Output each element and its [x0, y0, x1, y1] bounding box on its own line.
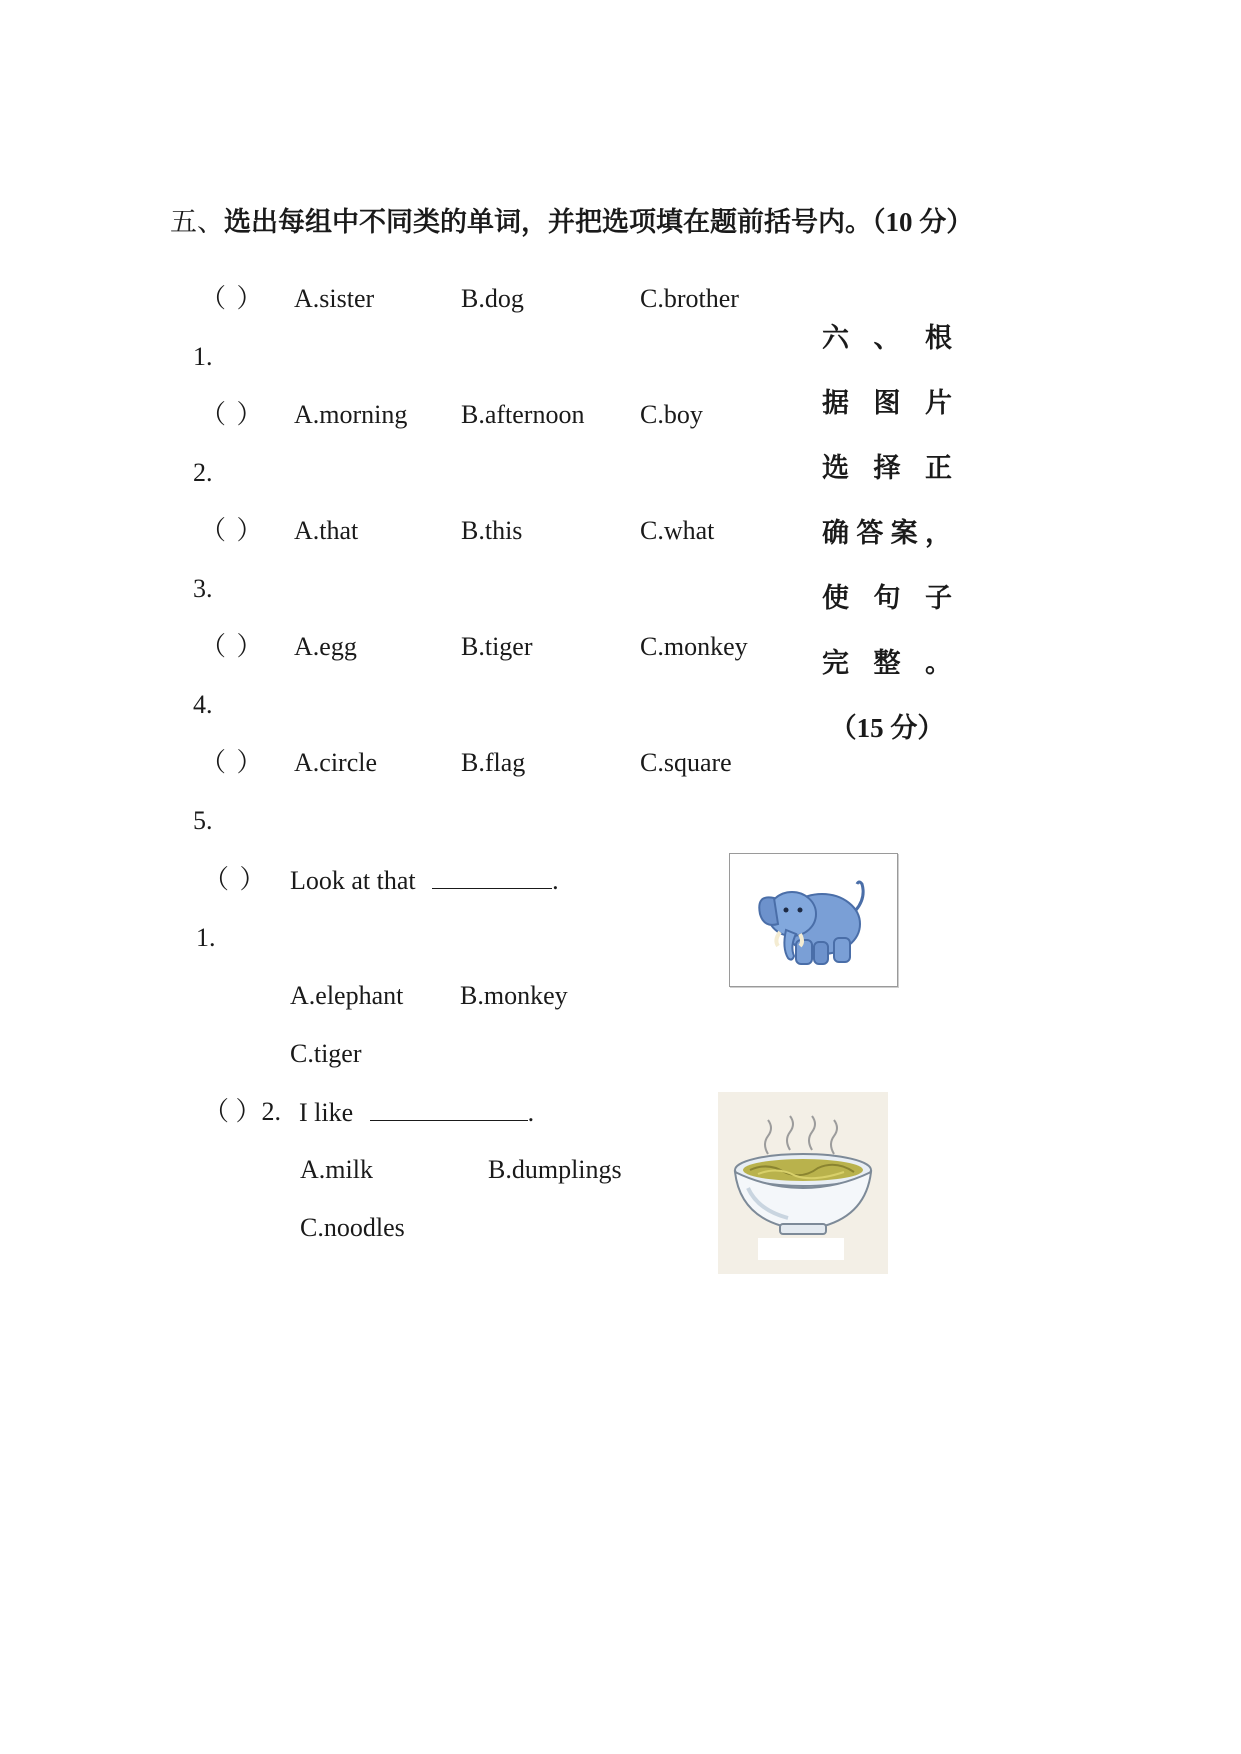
- question-number: 1.: [196, 923, 216, 952]
- answer-bracket[interactable]: （ ）: [200, 284, 265, 313]
- option-c: C.what: [640, 516, 715, 545]
- elephant-picture: [729, 853, 898, 987]
- option-b: B.this: [461, 516, 523, 545]
- answer-bracket[interactable]: （ ）: [200, 748, 265, 777]
- section-5-number: 五、: [170, 207, 224, 237]
- option-b: B.dumplings: [488, 1155, 622, 1184]
- answer-blank[interactable]: [432, 864, 552, 889]
- heading-line: （15 分）: [829, 713, 945, 743]
- sentence-period: .: [552, 866, 559, 895]
- option-a: A.sister: [294, 284, 375, 313]
- heading-line: 完 整 。: [822, 648, 952, 678]
- heading-line: 使 句 子: [822, 583, 952, 613]
- sentence-period: .: [527, 1098, 535, 1127]
- option-a: A.milk: [300, 1155, 373, 1184]
- question-2-stem: [299, 1096, 534, 1129]
- question-1-stem: [290, 864, 559, 897]
- answer-bracket[interactable]: （ ）: [200, 516, 265, 545]
- item-number: 1.: [193, 342, 213, 371]
- item-number: 5.: [193, 806, 213, 835]
- option-c: C.monkey: [640, 632, 748, 661]
- heading-line: 六 、 根: [822, 323, 952, 353]
- option-c: C.boy: [640, 400, 703, 429]
- section-5-heading: [170, 205, 973, 239]
- answer-blank[interactable]: [370, 1096, 528, 1121]
- option-a: A.that: [294, 516, 359, 545]
- question-stem-text: I like: [299, 1098, 354, 1127]
- option-c: C.brother: [640, 284, 739, 313]
- option-b: B.dog: [461, 284, 524, 313]
- answer-bracket[interactable]: （ ）: [200, 400, 265, 429]
- item-number: 3.: [193, 574, 213, 603]
- heading-line: 确答案，: [822, 518, 952, 548]
- option-b: B.afternoon: [461, 400, 585, 429]
- noodles-picture: [718, 1092, 888, 1274]
- noodle-bowl-icon: [718, 1092, 888, 1274]
- option-a: A.circle: [294, 748, 378, 777]
- section-6-heading: [822, 306, 952, 761]
- heading-line: 据 图 片: [822, 388, 952, 418]
- option-b: B.flag: [461, 748, 526, 777]
- section-5-title: 选出每组中不同类的单词，并把选项填在题前括号内。（10 分）: [224, 207, 974, 237]
- option-a: A.morning: [294, 400, 408, 429]
- option-c: C.noodles: [300, 1213, 405, 1242]
- option-c: C.tiger: [290, 1039, 362, 1068]
- option-a: A.elephant: [290, 981, 404, 1010]
- item-number: 2.: [193, 458, 213, 487]
- option-b: B.tiger: [461, 632, 533, 661]
- elephant-icon: [730, 854, 897, 986]
- answer-bracket[interactable]: （ ）: [200, 632, 265, 661]
- heading-line: 选 择 正: [822, 453, 952, 483]
- option-b: B.monkey: [460, 981, 568, 1010]
- option-a: A.egg: [294, 632, 357, 661]
- item-number: 4.: [193, 690, 213, 719]
- option-c: C.square: [640, 748, 732, 777]
- question-stem-text: Look at that: [290, 866, 416, 895]
- question-2-number[interactable]: （ ）2.: [203, 1097, 282, 1126]
- answer-bracket[interactable]: （ ）: [203, 865, 268, 894]
